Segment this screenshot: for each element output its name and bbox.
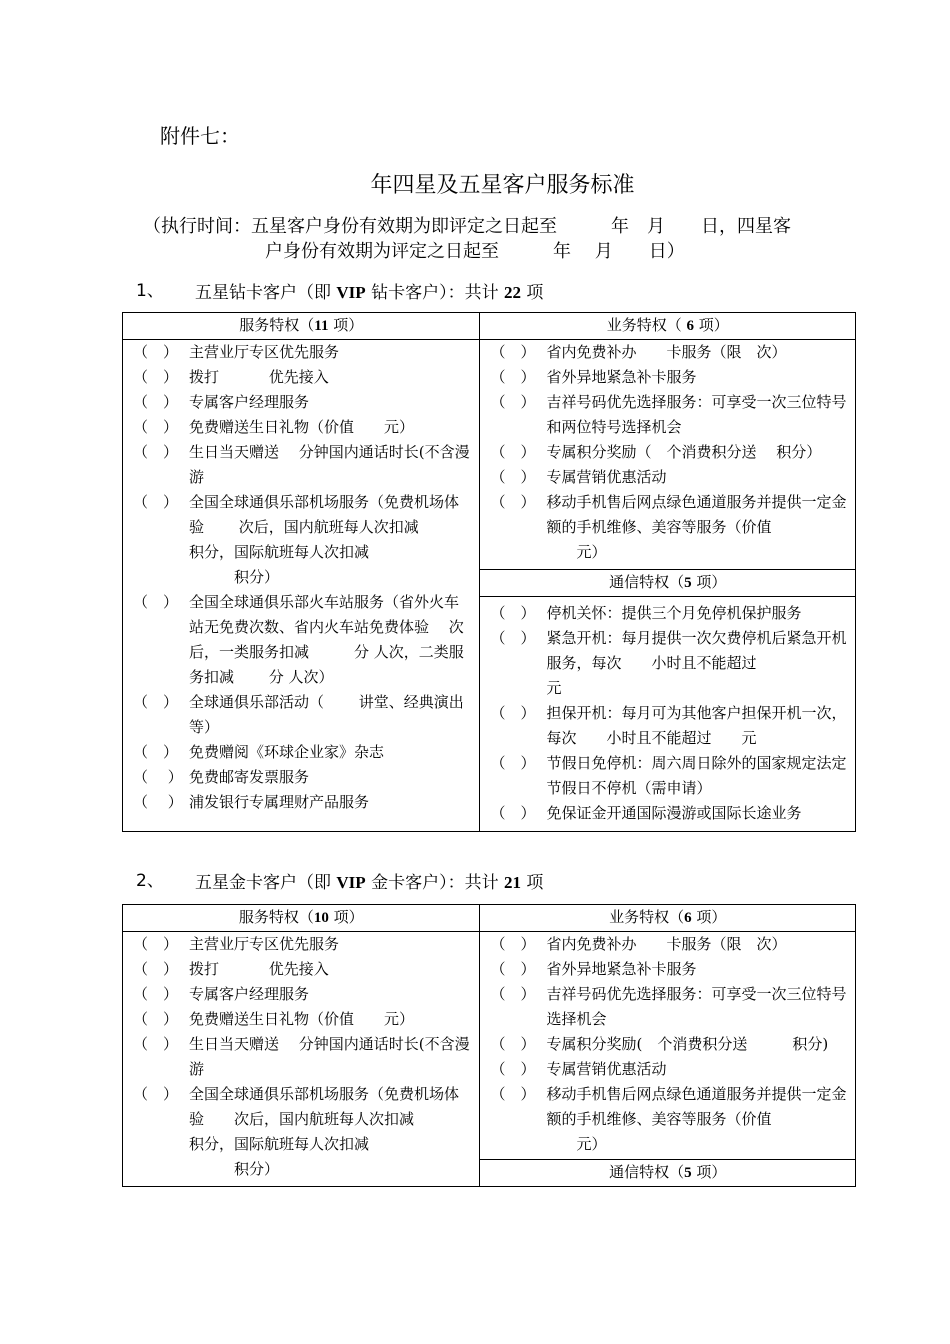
- checkbox-bracket: （ ）: [133, 493, 179, 511]
- list-item: [490, 465, 849, 490]
- checkbox-bracket: （ ）: [133, 368, 179, 386]
- section-2-title: 五星金卡客户（即 VIP 金卡客户）：共计 21 项: [195, 873, 544, 893]
- item-text: 省内免费补办 卡服务（限 次）: [546, 935, 787, 953]
- item-text: 生日当天赠送 分钟国内通话时长(不含漫游: [189, 443, 470, 486]
- checkbox-bracket: （ ）: [133, 793, 183, 811]
- item-text: 吉祥号码优先选择服务：可享受一次三位特号和两位特号选择机会: [546, 393, 847, 436]
- item-text: 专属营销优惠活动: [546, 468, 667, 486]
- item-text: 免费赠阅《环球企业家》杂志: [189, 743, 385, 761]
- item-text: 主营业厅专区优先服务: [189, 343, 340, 361]
- list-item: [490, 751, 849, 801]
- list-item: [490, 626, 849, 701]
- checkbox-bracket: （ ）: [490, 604, 536, 623]
- business-privilege-header: 业务特权（ 6 项）: [480, 313, 856, 340]
- checkbox-bracket: （ ）: [490, 443, 536, 461]
- checkbox-bracket: （ ）: [490, 343, 536, 361]
- service-privilege-cell: [123, 932, 480, 1187]
- item-text: 担保开机：每月可为其他客户担保开机一次，每次 小时且不能超过 元: [546, 704, 847, 748]
- list-item: [133, 1007, 473, 1032]
- list-item: [490, 982, 849, 1032]
- item-text: 移动手机售后网点绿色通道服务并提供一定金额的手机维修、美容等服务（价值 元）: [546, 1085, 847, 1153]
- communication-privilege-header: 通信特权（5 项）: [480, 570, 856, 597]
- checkbox-bracket: （ ）: [490, 393, 536, 411]
- checkbox-bracket: （ ）: [490, 468, 536, 486]
- section-2-heading: [136, 866, 164, 891]
- list-item: [133, 340, 473, 365]
- list-item: [133, 440, 473, 490]
- list-item: [490, 957, 849, 982]
- item-text: 省内免费补办 卡服务（限 次）: [546, 343, 787, 361]
- item-text: 移动手机售后网点绿色通道服务并提供一定金额的手机维修、美容等服务（价值 元）: [546, 493, 847, 561]
- list-item: [133, 590, 473, 690]
- item-text: 全国全球通俱乐部机场服务（免费机场体验 次后，国内航班每人次扣减 积分，国际航班每人次扣减 积分）: [189, 493, 460, 586]
- section-2-number: 2、: [136, 871, 164, 891]
- list-item: [133, 390, 473, 415]
- item-text: 拨打 优先接入: [189, 960, 329, 978]
- business-privilege-list: [480, 932, 855, 1157]
- communication-privilege-cell: [480, 597, 856, 832]
- business-privilege-list: [480, 340, 855, 565]
- checkbox-bracket: （ ）: [490, 704, 536, 723]
- section-1-heading: [136, 276, 164, 301]
- checkbox-bracket: （ ）: [133, 768, 183, 786]
- checkbox-bracket: （ ）: [490, 935, 536, 953]
- checkbox-bracket: （ ）: [490, 368, 536, 386]
- list-item: [490, 932, 849, 957]
- checkbox-bracket: （ ）: [490, 754, 536, 773]
- list-item: [133, 957, 473, 982]
- business-privilege-header: 业务特权（6 项）: [480, 905, 856, 932]
- list-item: [490, 390, 849, 440]
- list-item: [133, 690, 473, 740]
- checkbox-bracket: （ ）: [490, 1035, 536, 1053]
- item-text: 吉祥号码优先选择服务：可享受一次三位特号选择机会: [546, 985, 847, 1028]
- list-item: [133, 1032, 473, 1082]
- attachment-label: 附件七：: [160, 124, 240, 148]
- checkbox-bracket: （ ）: [133, 1085, 179, 1103]
- list-item: [133, 415, 473, 440]
- list-item: [490, 340, 849, 365]
- list-item: [133, 765, 473, 790]
- item-text: 专属营销优惠活动: [546, 1060, 667, 1078]
- checkbox-bracket: （ ）: [133, 1035, 179, 1053]
- checkbox-bracket: （ ）: [133, 935, 179, 953]
- checkbox-bracket: （ ）: [133, 1010, 179, 1028]
- checkbox-bracket: （ ）: [133, 418, 179, 436]
- item-text: 全国全球通俱乐部火车站服务（省外火车站无免费次数、省内火车站免费体验 次后，一类服务扣减 分 人次，二类服务扣减 分 人次）: [189, 593, 464, 686]
- item-text: 免保证金开通国际漫游或国际长途业务: [546, 804, 802, 823]
- item-text: 紧急开机：每月提供一次欠费停机后紧急开机服务，每次 小时且不能超过 元: [546, 629, 847, 698]
- checkbox-bracket: （ ）: [490, 985, 536, 1003]
- service-privilege-header: 服务特权（10 项）: [123, 905, 480, 932]
- item-text: 专属客户经理服务: [189, 985, 310, 1003]
- list-item: [490, 1032, 849, 1057]
- list-item: [490, 365, 849, 390]
- checkbox-bracket: （ ）: [133, 693, 179, 711]
- section-1-number: 1、: [136, 281, 164, 301]
- section-1-privilege-table: [122, 312, 856, 832]
- list-item: [490, 601, 849, 626]
- checkbox-bracket: （ ）: [490, 804, 536, 823]
- item-text: 免费赠送生日礼物（价值 元）: [189, 1010, 415, 1028]
- service-privilege-list: [123, 340, 479, 831]
- checkbox-bracket: （ ）: [133, 443, 179, 461]
- service-privilege-list: [123, 932, 479, 1186]
- item-text: 全球通俱乐部活动（ 讲堂、经典演出等）: [189, 693, 464, 736]
- communication-privilege-list: [480, 601, 855, 826]
- list-item: [133, 490, 473, 590]
- item-text: 省外异地紧急补卡服务: [546, 368, 697, 386]
- checkbox-bracket: （ ）: [490, 960, 536, 978]
- list-item: [133, 790, 473, 815]
- list-item: [490, 440, 849, 465]
- list-item: [133, 740, 473, 765]
- item-text: 专属积分奖励（ 个消费积分送 积分）: [546, 443, 822, 461]
- checkbox-bracket: （ ）: [133, 985, 179, 1003]
- item-text: 浦发银行专属理财产品服务: [189, 793, 370, 811]
- business-privilege-cell: [480, 932, 856, 1160]
- list-item: [490, 1057, 849, 1082]
- service-privilege-header: 服务特权（11 项）: [123, 313, 480, 340]
- execution-time-line-2: 户身份有效期为评定之日起至 年 月 日）: [265, 241, 685, 262]
- checkbox-bracket: （ ）: [133, 960, 179, 978]
- list-item: [490, 490, 849, 565]
- list-item: [133, 982, 473, 1007]
- checkbox-bracket: （ ）: [133, 393, 179, 411]
- checkbox-bracket: （ ）: [490, 1060, 536, 1078]
- item-text: 省外异地紧急补卡服务: [546, 960, 697, 978]
- item-text: 专属客户经理服务: [189, 393, 310, 411]
- item-text: 免费邮寄发票服务: [189, 768, 310, 786]
- list-item: [133, 365, 473, 390]
- document-title: 年四星及五星客户服务标准: [370, 173, 635, 198]
- checkbox-bracket: （ ）: [490, 493, 536, 511]
- checkbox-bracket: （ ）: [133, 343, 179, 361]
- execution-time-line-1: （执行时间：五星客户身份有效期为即评定之日起至 年 月 日，四星客: [143, 216, 791, 237]
- item-text: 全国全球通俱乐部机场服务（免费机场体验 次后，国内航班每人次扣减 积分，国际航班每人次扣减 积分）: [189, 1085, 460, 1178]
- checkbox-bracket: （ ）: [490, 629, 536, 648]
- list-item: [490, 1082, 849, 1157]
- business-privilege-cell: [480, 340, 856, 570]
- list-item: [133, 932, 473, 957]
- item-text: 免费赠送生日礼物（价值 元）: [189, 418, 415, 436]
- item-text: 生日当天赠送 分钟国内通话时长(不含漫游: [189, 1035, 470, 1078]
- item-text: 专属积分奖励( 个消费积分送 积分): [546, 1035, 829, 1053]
- list-item: [490, 801, 849, 826]
- item-text: 拨打 优先接入: [189, 368, 329, 386]
- section-1-title: 五星钻卡客户（即 VIP 钻卡客户）：共计 22 项: [195, 283, 544, 303]
- checkbox-bracket: （ ）: [133, 743, 179, 761]
- item-text: 主营业厅专区优先服务: [189, 935, 340, 953]
- checkbox-bracket: （ ）: [133, 593, 179, 611]
- service-privilege-cell: [123, 340, 480, 832]
- item-text: 停机关怀：提供三个月免停机保护服务: [546, 604, 802, 623]
- section-2-privilege-table: [122, 904, 856, 1187]
- item-text: 节假日免停机：周六周日除外的国家规定法定节假日不停机（需申请）: [546, 754, 847, 798]
- checkbox-bracket: （ ）: [490, 1085, 536, 1103]
- list-item: [133, 1082, 473, 1182]
- communication-privilege-header: 通信特权（5 项）: [480, 1160, 856, 1187]
- list-item: [490, 701, 849, 751]
